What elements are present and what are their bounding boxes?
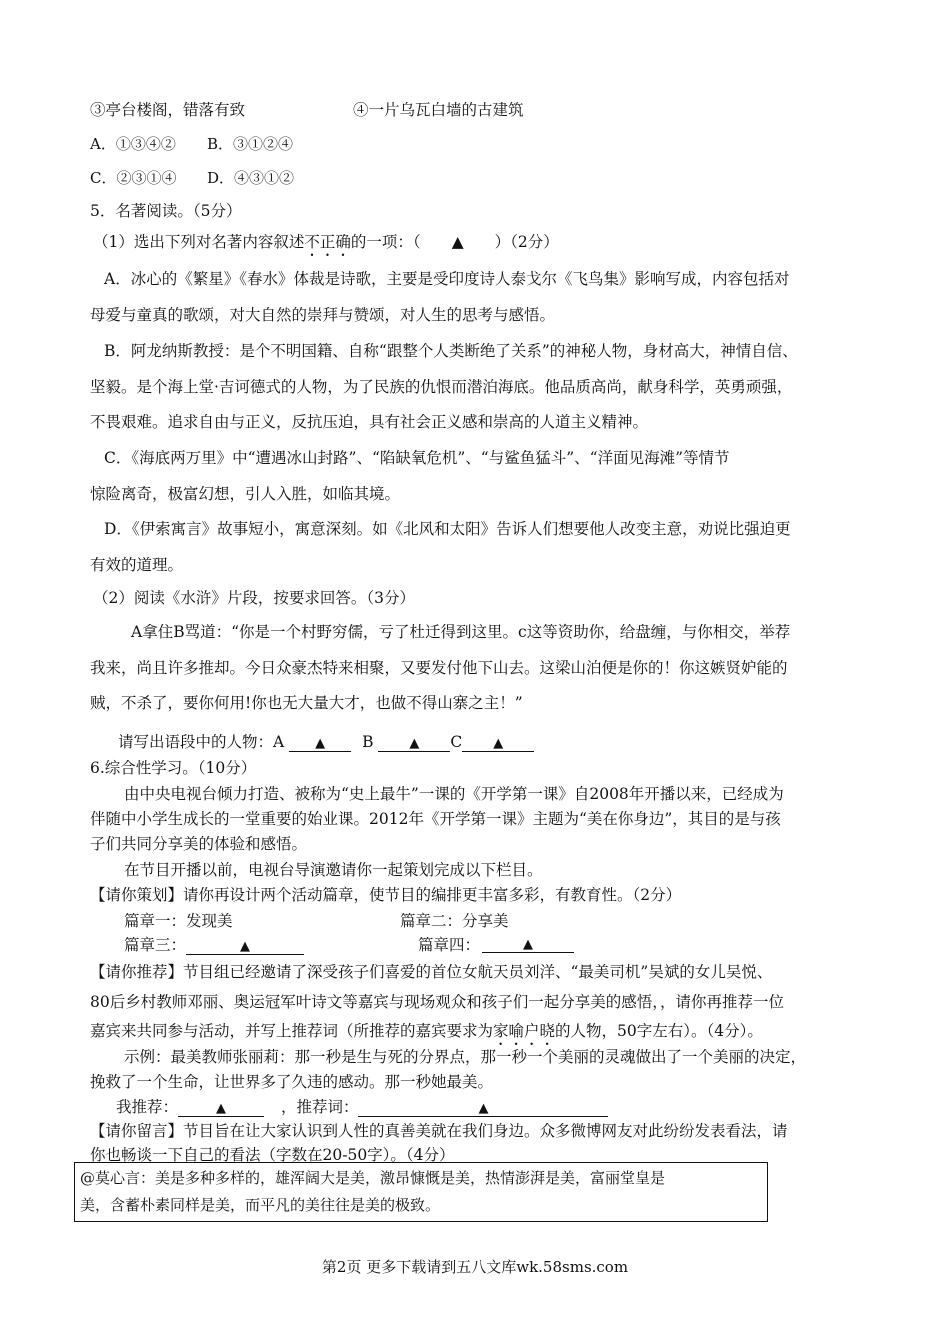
recommend-words-label: ，推荐词： (280, 1098, 359, 1116)
q6-intro-line4: 在节目开播以前，电视台导演邀请你一起策划完成以下栏目。 (124, 861, 543, 879)
q5-part1-prompt (93, 231, 559, 260)
q5-ask-label: 请写出语段中的人物：A (118, 733, 285, 751)
answer-mark-icon: ▲ (315, 736, 326, 751)
q6-recommend-line2: 80后乡村教师邓丽、奥运冠军叶诗文等嘉宾与现场观众和孩子们一起分享美的感悟，，请你再推荐一位 (90, 993, 784, 1011)
weibo-message-line1: @莫心言：美是多种多样的，雄浑阔大是美，激昂慷慨是美，热情澎湃是美，富丽堂皇是 (80, 1169, 666, 1187)
q6-example-line1: 示例：最美教师张丽莉：那一秒是生与死的分界点，那一秒一个美丽的灵魂做出了一个美丽的决定， (124, 1048, 807, 1066)
chapter-three-blank[interactable] (186, 936, 304, 955)
q4-options-ab (90, 133, 294, 155)
q6-chapters-given (124, 910, 509, 932)
q6-intro-line3: 子们共同分享美的体验和感悟。 (90, 835, 308, 853)
q6-recommend-line3 (90, 1020, 763, 1049)
q5-label-c: C (450, 733, 463, 751)
q5-option-d-line2: 有效的道理。 (90, 556, 184, 574)
q4-items-line (90, 99, 524, 121)
q5-option-b-line3: 不畏艰难。追求自由与正义，反抗压迫，具有社会正义感和崇高的人道主义精神。 (90, 413, 649, 431)
q5-part1-close: ）（2分） (494, 233, 559, 251)
chapter-three-label: 篇章三： (124, 936, 187, 954)
q4-option-b: B．③①②④ (207, 135, 294, 153)
q5-part2-prompt: （2）阅读《水浒》片段，按要求回答。（3分） (93, 589, 415, 607)
q5-option-d-line1: D．《伊索寓言》故事短小，寓意深刻。如《北风和太阳》告诉人们想要他人改变主意，劝说比强迫更 (104, 520, 791, 538)
q5-part1-post: 的一项：（ (350, 233, 421, 251)
answer-mark-icon: ▲ (493, 736, 504, 751)
chapter-four-label: 篇章四： (418, 936, 481, 954)
q5-option-c-line2: 惊险离奇，极富幻想，引人入胜，如临其境。 (90, 485, 401, 503)
q5-passage-line2: 我来，尚且许多推却。今日众豪杰特来相聚，又要发付他下山去。这梁山泊便是你的！你这嫉贤妒能的 (90, 659, 788, 677)
q5-option-a-line2: 母爱与童真的歌颂，对大自然的崇拜与赞颂，对人生的思考与感悟。 (90, 306, 556, 324)
q4-option-a: A．①③④② (90, 135, 176, 153)
q6-intro-line2: 伴随中小学生成长的一堂重要的始业课。2012年《开学第一课》主题为“美在你身边”，其目的是与孩 (90, 810, 781, 828)
q6-recommend-emphasis: 家喻户晓 (493, 1022, 556, 1040)
q5-part1-emphasis: 不正确 (304, 233, 351, 251)
answer-mark-icon: ▲ (478, 1101, 489, 1116)
q6-title: 6.综合性学习。（10分） (90, 759, 257, 777)
q5-option-b-line1: B．阿龙纳斯教授：是个不明国籍、自称“跟整个人类断绝了关系”的神秘人物，身材高大，神情自信、 (104, 342, 798, 360)
recommend-words-blank[interactable] (358, 1098, 608, 1117)
q4-item4: ④一片乌瓦白墙的古建筑 (353, 101, 524, 119)
q6-example-line2: 挽救了一个生命，让世界多了久违的感动。那一秒她最美。 (90, 1073, 494, 1091)
page-footer: 第2页 更多下载请到五八文库wk.58sms.com (321, 1258, 629, 1276)
q5-character-question (118, 731, 534, 753)
q6-message-line1: 【请你留言】节目旨在让大家认识到人性的真善美就在我们身边。众多微博网友对此纷纷发表看法，请 (90, 1122, 788, 1140)
weibo-message-line2: 美，含蓄朴素同样是美，而平凡的美往往是美的极致。 (80, 1196, 441, 1214)
chapter-four-blank[interactable] (482, 934, 574, 953)
character-b-blank[interactable] (378, 733, 450, 752)
q4-option-d: D．④③①② (207, 169, 295, 187)
answer-mark-icon: ▲ (240, 939, 251, 954)
q5-label-b: B (362, 733, 374, 751)
q6-intro-line1: 由中央电视台倾力打造、被称为“史上最牛”一课的《开学第一课》自2008年开播以来，已经成为 (124, 785, 784, 803)
character-a-blank[interactable] (289, 733, 351, 752)
q5-passage-line3: 贼，不杀了，要你何用!你也无大量大才，也做不得山寨之主！” (90, 694, 523, 712)
answer-mark-icon: ▲ (216, 1101, 227, 1116)
q5-part1-pre: （1）选出下列对名著内容叙述 (93, 233, 305, 251)
q6-message-line2: 你也畅谈一下自己的看法（字数在20-50字）。（4分） (90, 1146, 455, 1164)
q6-chapters-blank (124, 934, 533, 956)
q5-title: 5．名著阅读。（5分） (90, 202, 242, 220)
q5-option-a-line1: A．冰心的《繁星》《春水》体裁是诗歌，主要是受印度诗人泰戈尔《飞鸟集》影响写成，内容包括对 (104, 270, 790, 288)
q5-option-c-line1: C．《海底两万里》中“遭遇冰山封路”、“陷缺氧危机”、“与鲨鱼猛斗”、“洋面见海滩”等情节 (104, 449, 730, 467)
q4-options-cd (90, 167, 295, 189)
chapter-one: 篇章一：发现美 (124, 912, 233, 930)
q6-plan-prompt: 【请你策划】请你再设计两个活动篇章，使节目的编排更丰富多彩，有教育性。（2分） (90, 886, 682, 904)
q5-option-b-line2: 坚毅。是个海上堂·吉诃德式的人物，为了民族的仇恨而潜泊海底。他品质高尚，献身科学，英勇顽强， (90, 378, 793, 396)
answer-mark-icon: ▲ (451, 233, 464, 251)
q6-recommend-line1: 【请你推荐】节目组已经邀请了深受孩子们喜爱的首位女航天员刘洋、“最美司机”吴斌的女儿吴悦、 (90, 963, 773, 981)
q5-passage-line1: A拿住B骂道：“你是一个村野穷儒，亏了杜迁得到这里。c这等资助你，给盘缠，与你相交，举荐 (131, 623, 791, 641)
recommend-label: 我推荐： (116, 1098, 179, 1116)
character-c-blank[interactable] (462, 733, 534, 752)
q4-item3: ③亭台楼阁，错落有致 (90, 101, 246, 119)
chapter-two: 篇章二：分享美 (400, 912, 509, 930)
q4-option-c: C．②③①④ (90, 169, 177, 187)
answer-mark-icon: ▲ (523, 937, 533, 952)
q6-recommend-answer (116, 1096, 608, 1118)
answer-mark-icon: ▲ (409, 736, 420, 751)
recommend-blank[interactable] (178, 1098, 264, 1117)
q6-recommend-pre: 嘉宾来共同参与活动，并写上推荐词（所推荐的嘉宾要求为 (90, 1022, 494, 1040)
q6-recommend-post: 的人物，50字左右）。（4分）。 (555, 1022, 763, 1040)
